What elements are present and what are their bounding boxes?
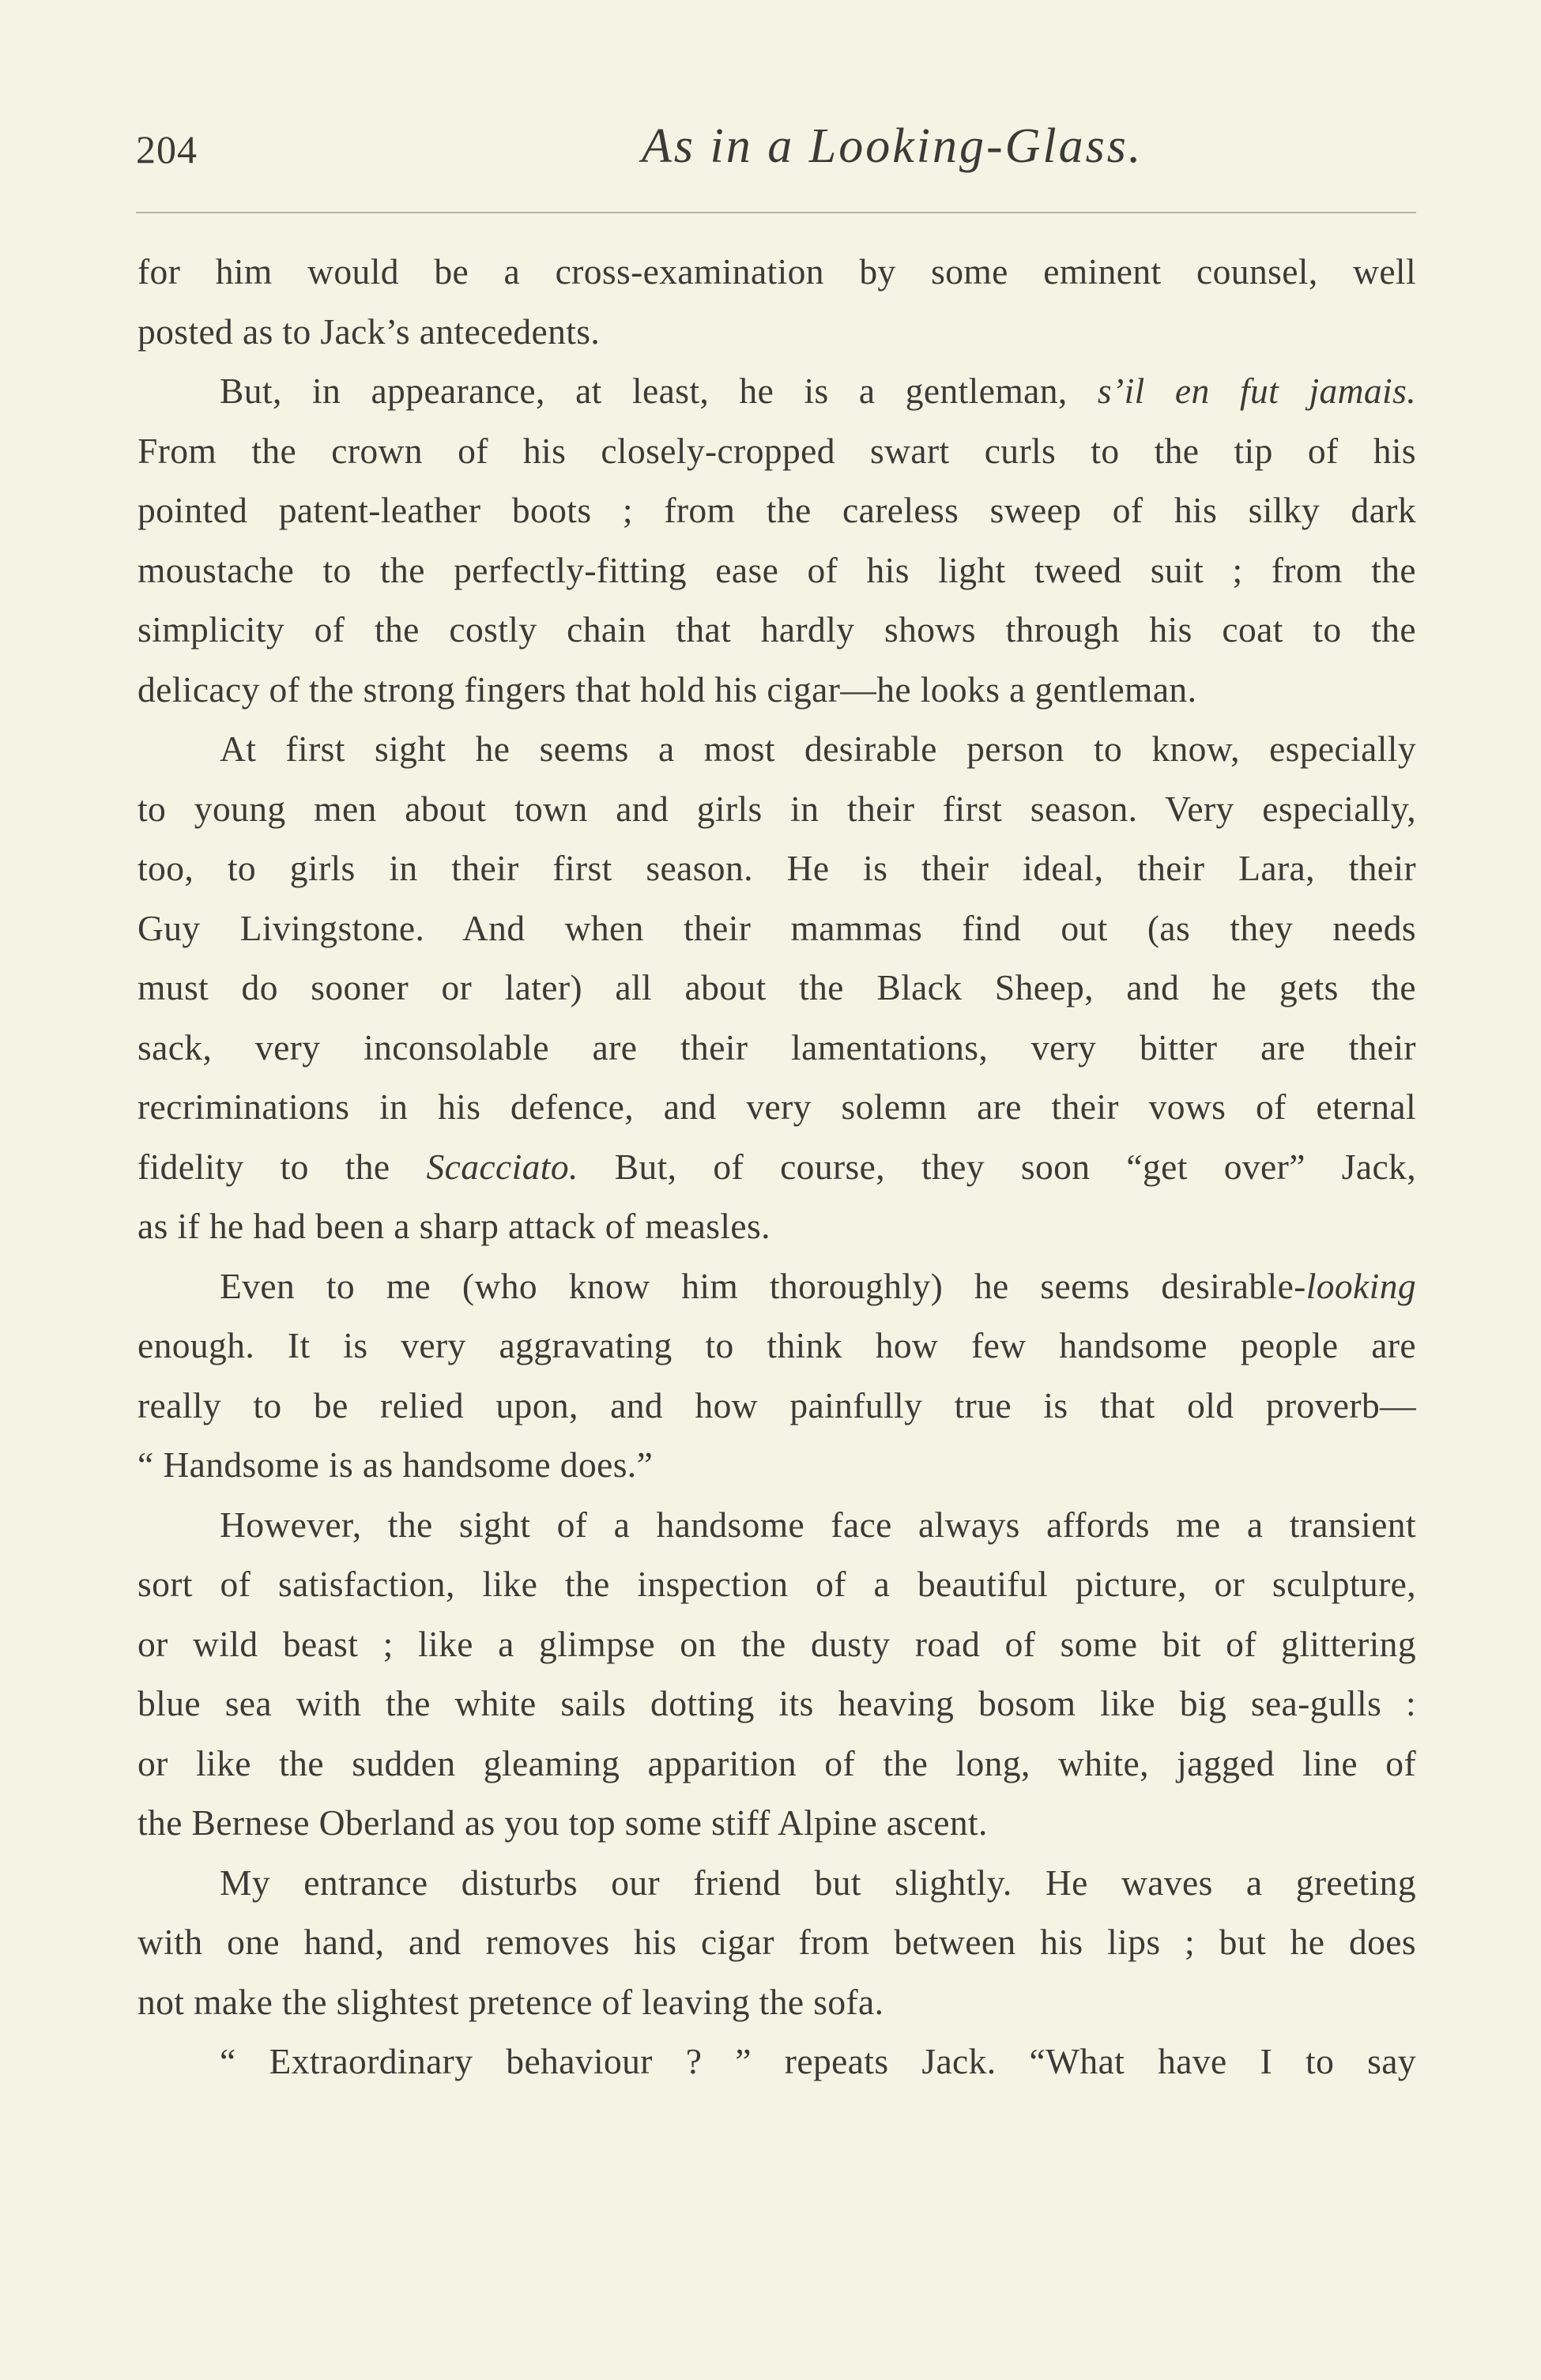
- header-rule: [136, 212, 1416, 213]
- text-run: Even to me (who know him thoroughly) he seems desirable-: [220, 1265, 1306, 1306]
- text-line: [138, 838, 1416, 898]
- text-run: blue sea with the white sails dotting its heaving bosom like big sea-gulls :: [138, 1683, 1416, 1723]
- text-run: fidelity to the: [138, 1146, 427, 1187]
- italic-text: Scacciato.: [426, 1146, 578, 1187]
- text-line: [138, 898, 1416, 958]
- text-line: [138, 540, 1416, 601]
- text-line: [138, 958, 1416, 1018]
- text-line: [138, 302, 1416, 362]
- text-run: moustache to the perfectly-fitting ease of his light tweed suit ; from the: [138, 549, 1416, 590]
- text-line: [138, 361, 1416, 421]
- text-run: enough. It is very aggravating to think how few handsome people are: [138, 1325, 1416, 1365]
- text-line: [138, 1912, 1416, 1972]
- text-line: [138, 2032, 1416, 2092]
- text-run: delicacy of the strong fingers that hold his cigar—he looks a gentleman.: [138, 668, 1197, 710]
- text-run: Guy Livingstone. And when their mammas find out (as they needs: [138, 907, 1416, 948]
- text-run: or like the sudden gleaming apparition of the long, white, jagged line of: [138, 1742, 1416, 1783]
- body-text: [138, 242, 1416, 2092]
- text-run: for him would be a cross-examination by some eminent counsel, well: [138, 251, 1416, 292]
- running-title: As in a Looking-Glass.: [642, 119, 1144, 173]
- text-line: [138, 1614, 1416, 1674]
- text-run: simplicity of the costly chain that hardly shows through his coat to the: [138, 609, 1416, 650]
- text-line: [138, 480, 1416, 540]
- text-line: [138, 1972, 1416, 2032]
- italic-text: s’il en fut jamais.: [1097, 371, 1416, 411]
- text-line: [138, 242, 1416, 302]
- text-run: However, the sight of a handsome face always affords me a transient: [220, 1504, 1416, 1545]
- text-line: [138, 660, 1416, 720]
- text-line: [138, 1435, 1416, 1495]
- text-line: [138, 1495, 1416, 1555]
- text-run: recriminations in his defence, and very solemn are their vows of eternal: [138, 1086, 1416, 1127]
- text-run: as if he had been a sharp attack of measles.: [138, 1206, 770, 1246]
- text-line: [138, 1137, 1416, 1197]
- text-line: [138, 1554, 1416, 1614]
- text-run: really to be relied upon, and how painfully true is that old proverb—: [138, 1384, 1416, 1425]
- text-line: [138, 1734, 1416, 1794]
- text-run: too, to girls in their first season. He is their ideal, their Lara, their: [138, 848, 1416, 888]
- text-run: sort of satisfaction, like the inspection of a beautiful picture, or sculpture,: [138, 1564, 1416, 1604]
- text-line: [138, 1077, 1416, 1137]
- text-line: [138, 1256, 1416, 1316]
- text-run: sack, very inconsolable are their lamentations, very bitter are their: [138, 1026, 1416, 1068]
- text-line: [138, 1853, 1416, 1913]
- text-run: “ Extraordinary behaviour ? ” repeats Jack. “What have I to say: [220, 2041, 1416, 2081]
- text-run: But, in appearance, at least, he is a gentleman,: [220, 371, 1098, 411]
- text-run: From the crown of his closely-cropped swart curls to the tip of his: [138, 430, 1416, 471]
- text-run: At first sight he seems a most desirable person to know, especially: [220, 729, 1416, 769]
- text-run: “ Handsome is as handsome does.”: [138, 1444, 654, 1485]
- text-run: not make the slightest pretence of leaving the sofa.: [138, 1981, 884, 2022]
- text-line: [138, 600, 1416, 660]
- text-line: [138, 719, 1416, 779]
- text-run: posted as to Jack’s antecedents.: [138, 311, 601, 352]
- text-run: My entrance disturbs our friend but slightly. He waves a greeting: [220, 1862, 1416, 1903]
- text-line: [138, 1316, 1416, 1376]
- text-line: [138, 1376, 1416, 1436]
- text-line: [138, 1018, 1416, 1078]
- running-head: [136, 119, 1416, 190]
- text-run: pointed patent-leather boots ; from the careless sweep of his silky dark: [138, 490, 1416, 530]
- text-line: [138, 1196, 1416, 1256]
- text-run: or wild beast ; like a glimpse on the dusty road of some bit of glittering: [138, 1623, 1416, 1664]
- text-run: must do sooner or later) all about the Black Sheep, and he gets the: [138, 967, 1416, 1007]
- text-run: with one hand, and removes his cigar from between his lips ; but he does: [138, 1922, 1416, 1962]
- text-line: [138, 421, 1416, 481]
- text-line: [138, 779, 1416, 839]
- text-line: [138, 1793, 1416, 1853]
- italic-text: looking: [1306, 1265, 1416, 1306]
- text-line: [138, 1674, 1416, 1734]
- text-run: the Bernese Oberland as you top some stiff Alpine ascent.: [138, 1802, 988, 1843]
- text-run: But, of course, they soon “get over” Jack,: [578, 1146, 1416, 1187]
- page-number: 204: [136, 127, 198, 171]
- text-run: to young men about town and girls in their first season. Very especially,: [138, 788, 1416, 829]
